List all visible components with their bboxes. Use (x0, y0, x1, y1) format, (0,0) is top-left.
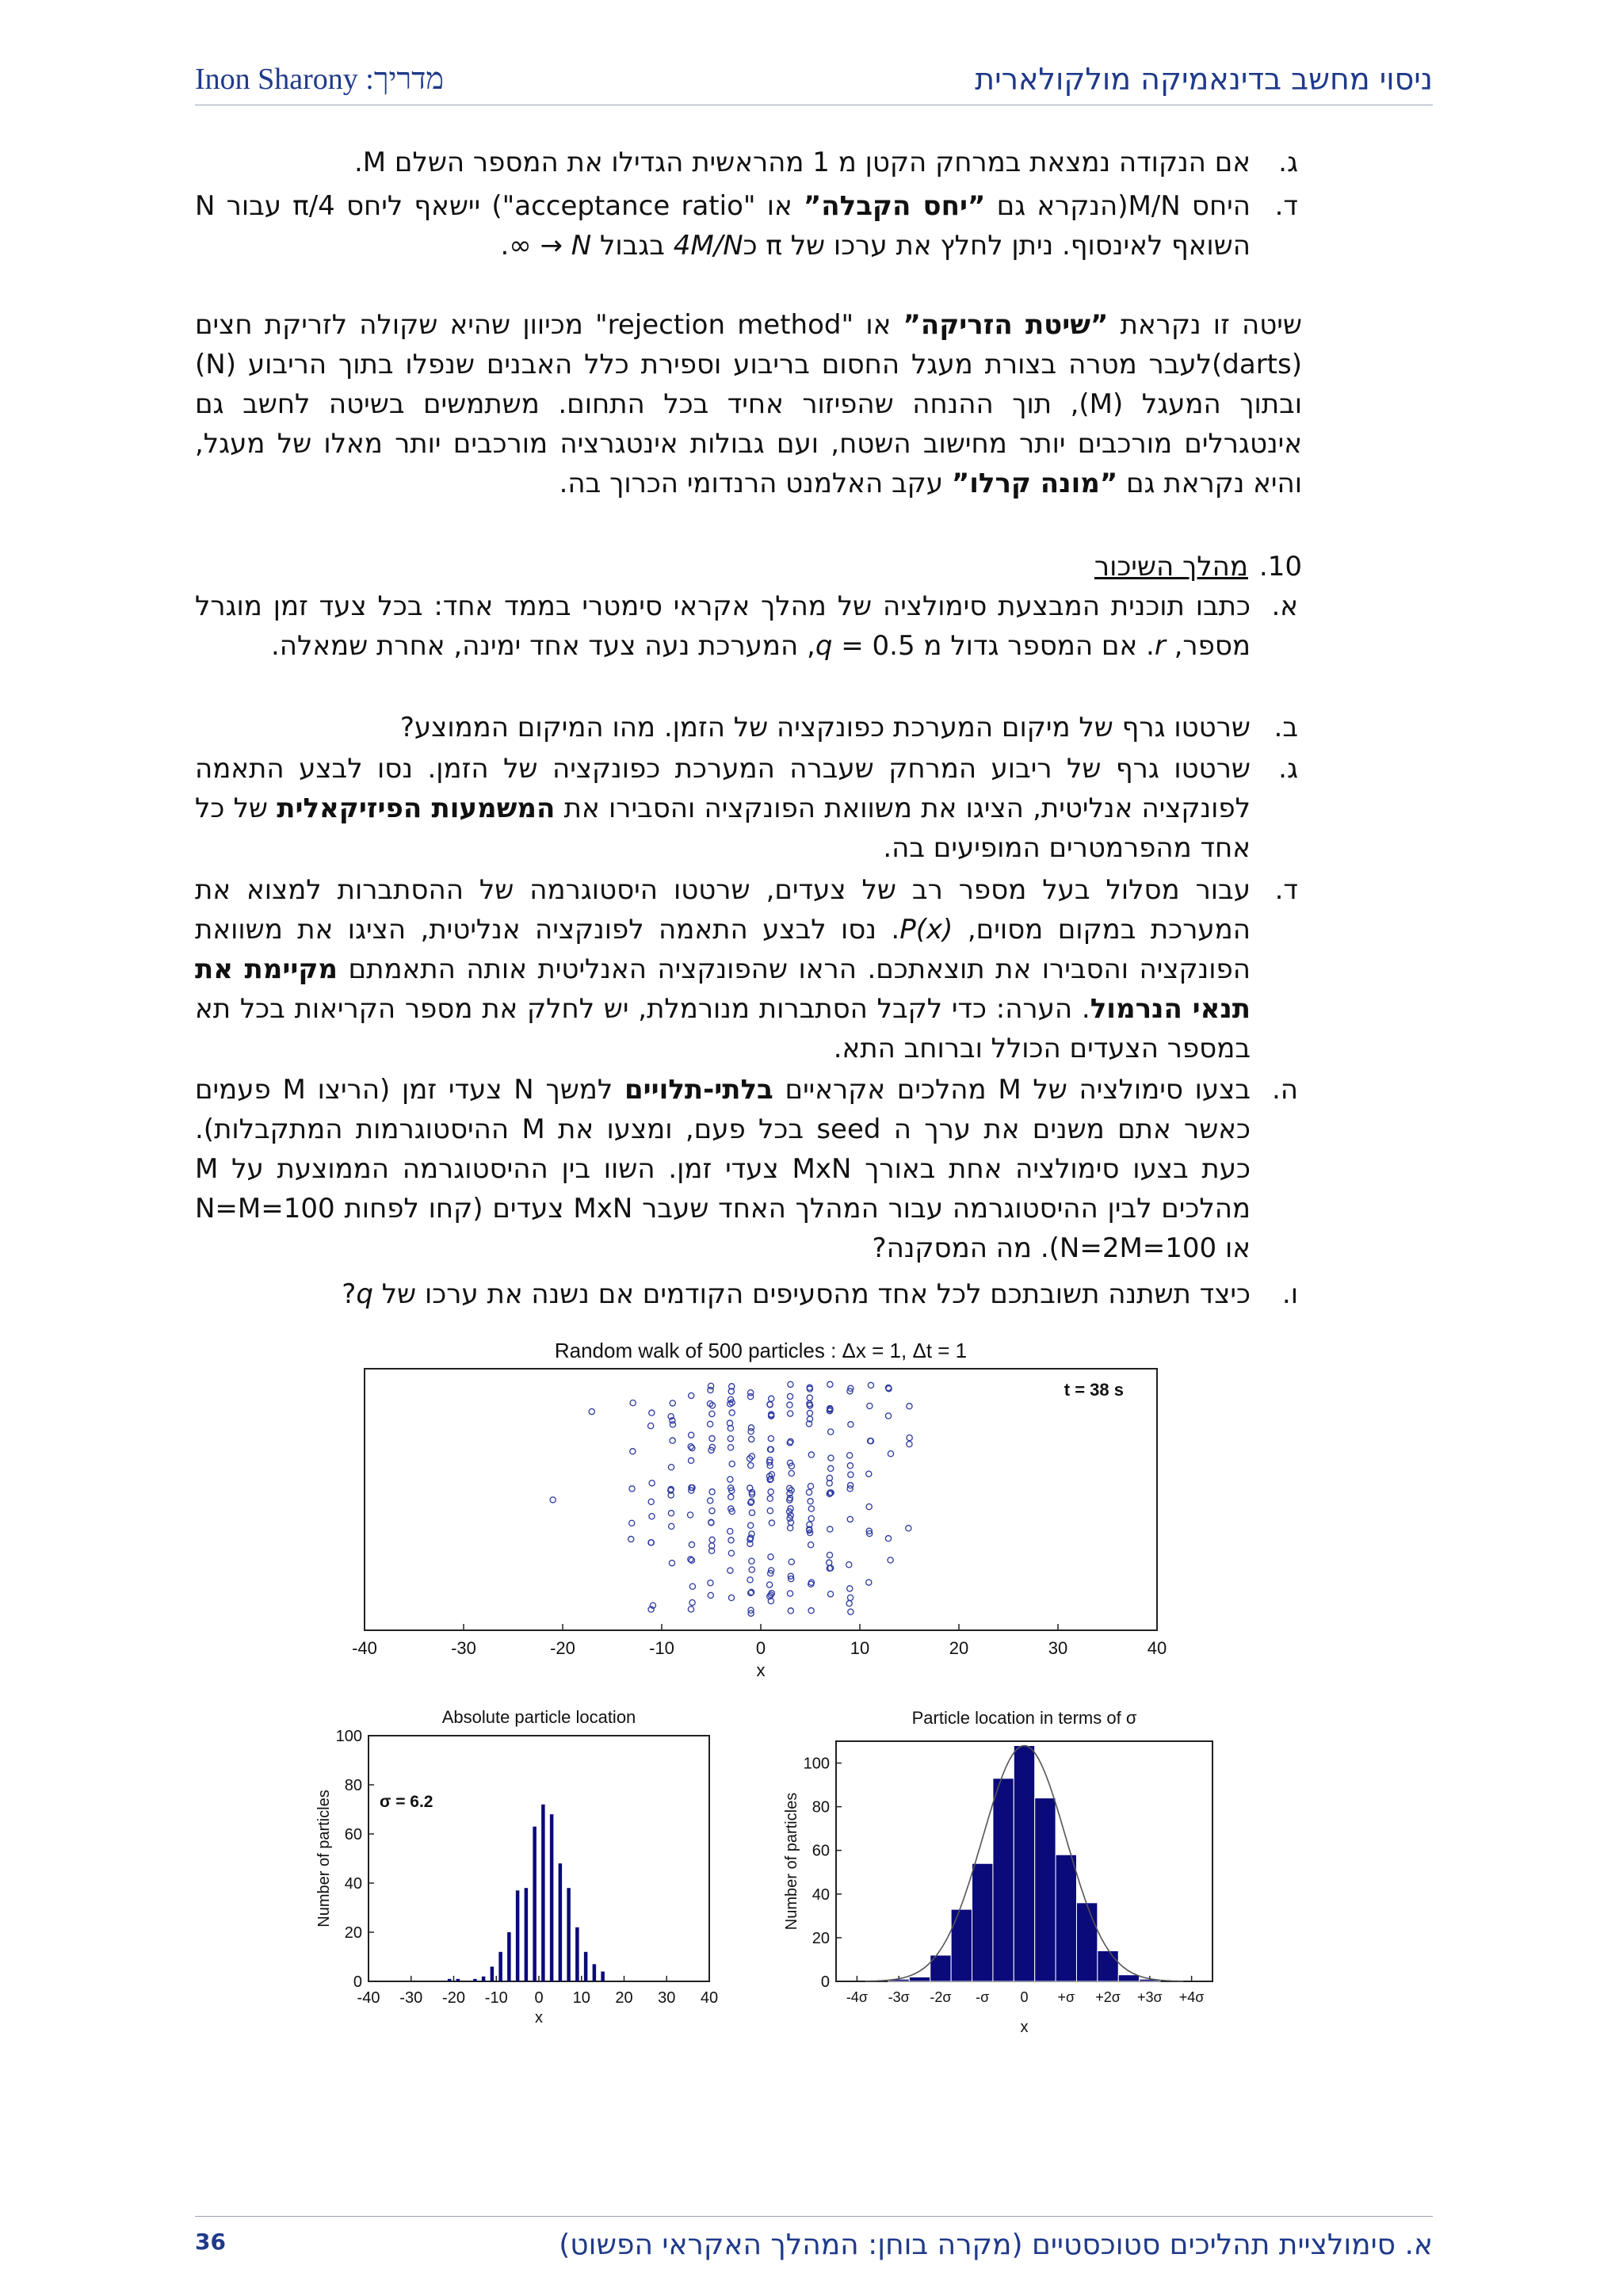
histogram-bar (507, 1932, 511, 1981)
x-tick-label: 40 (1147, 1638, 1167, 1658)
particle-point (648, 1540, 654, 1545)
x-tick-label: -σ (976, 1989, 990, 2005)
particle-point (767, 1463, 773, 1469)
x-tick-label: -30 (399, 1989, 423, 2007)
particle-point (867, 1403, 873, 1408)
particle-point (668, 1465, 674, 1470)
plot-frame (365, 1369, 1157, 1630)
particle-point (787, 1393, 792, 1399)
header-course-title: ניסוי מחשב בדינאמיקה מולקולארית (975, 62, 1433, 97)
y-tick-label: 80 (344, 1777, 362, 1794)
x-tick-label: -3σ (888, 1989, 910, 2005)
section-title: מהלך השיכור (1094, 551, 1248, 583)
histogram-bar (456, 1979, 460, 1981)
particle-point (847, 1595, 853, 1600)
particle-point (828, 1455, 834, 1461)
page-number: 36 (195, 2229, 226, 2255)
particle-point (708, 1387, 713, 1392)
particle-point (670, 1438, 675, 1443)
particle-point (727, 1529, 733, 1534)
particle-point (749, 1510, 754, 1515)
particle-point (668, 1511, 674, 1516)
histogram-bar (516, 1890, 520, 1981)
particle-point (708, 1592, 713, 1598)
particle-point (629, 1520, 635, 1526)
particle-point (885, 1536, 891, 1541)
particle-point (550, 1497, 556, 1503)
x-tick-label: 20 (615, 1989, 633, 2007)
x-tick-label: -10 (484, 1989, 508, 2007)
particle-point (767, 1496, 773, 1501)
particle-point (789, 1470, 794, 1476)
item-text: אם הנקודה נמצאת במרחק הקטן מ 1 מהראשית הגדילו את המספר השלם M. (353, 147, 1251, 178)
particle-point (866, 1504, 872, 1510)
particle-point (727, 1445, 733, 1450)
histogram-bar (473, 1979, 477, 1981)
item-text: שרטטו גרף של ריבוע המרחק שעברה המערכת כפונקציה של הזמן. נסו לבצע התאמה לפונקציה אנליטית, הציגו את משוואת הפונקציה והסבירו את המשמעות הפיזיקאלית של כל אחד מהפרמטרים המופיעים בה. (195, 753, 1251, 864)
item-label: א. (1271, 590, 1298, 622)
particle-point (769, 1520, 774, 1526)
particle-point (788, 1525, 793, 1530)
x-tick-label: +3σ (1137, 1989, 1163, 2005)
particle-point (806, 1489, 812, 1495)
particle-point (629, 1486, 635, 1492)
particle-point (649, 1410, 655, 1415)
particle-point (848, 1483, 854, 1488)
particle-point (630, 1449, 636, 1454)
particle-point (787, 1591, 792, 1596)
particle-point (768, 1554, 773, 1560)
particle-point (670, 1400, 675, 1406)
particle-point (787, 1402, 792, 1408)
particle-point (888, 1557, 893, 1563)
particle-point (768, 1435, 773, 1441)
particle-point (788, 1519, 793, 1525)
particle-point (808, 1499, 813, 1504)
x-tick-label: 0 (534, 1989, 544, 2007)
particle-point (906, 1526, 911, 1531)
exercise-item-6 (195, 1274, 1298, 1314)
item-text: כיצד תשתנה תשובתכם לכל אחד מהסעיפים הקודמים אם נשנה את ערכו של q? (342, 1278, 1251, 1310)
y-tick-label: 0 (353, 1973, 362, 1991)
item-text: כתבו תוכנית המבצעת סימולציה של מהלך אקראי סימטרי בממד אחד: בכל צעד זמן מוגרל מספר, r. אם המספר גדול מ q = 0.5, המערכת נעה צעד אחד ימינה, אחרת שמאלה. (195, 590, 1251, 662)
particle-point (827, 1552, 832, 1557)
particle-point (827, 1560, 832, 1565)
item-label: ב. (1274, 712, 1298, 743)
histogram-bar (1014, 1746, 1034, 1981)
histogram-bar (972, 1863, 993, 1981)
particle-point (848, 1472, 854, 1477)
histogram-bar (601, 1972, 605, 1981)
particle-point (728, 1538, 734, 1543)
chart-title: Random walk of 500 particles : Δx = 1, Δt = 1 (554, 1339, 968, 1362)
particle-point (747, 1577, 753, 1583)
x-tick-label: 0 (1020, 1989, 1029, 2005)
particle-point (689, 1432, 694, 1438)
particle-point (669, 1523, 674, 1529)
x-tick-label: -20 (442, 1989, 465, 2007)
histogram-bar (1035, 1798, 1056, 1981)
item-label: ג. (1278, 147, 1298, 178)
particle-point (847, 1463, 853, 1469)
particle-point (630, 1400, 636, 1406)
x-tick-label: 10 (850, 1638, 870, 1658)
histogram-bar (550, 1814, 554, 1981)
y-tick-label: 100 (803, 1755, 830, 1773)
histogram-bar (1056, 1855, 1076, 1981)
particle-point (848, 1422, 854, 1427)
particle-point (808, 1516, 814, 1522)
time-annotation: t = 38 s (1064, 1380, 1124, 1400)
particle-point (709, 1537, 715, 1542)
exercise-item-4 (195, 870, 1298, 1068)
particle-point (847, 1516, 853, 1522)
particle-point (748, 1390, 754, 1396)
particle-point (729, 1410, 735, 1415)
particle-point (749, 1558, 754, 1564)
histogram-bar (1076, 1903, 1097, 1981)
exercise-item-3 (195, 749, 1298, 868)
particle-point (728, 1494, 734, 1499)
exercise-item-5 (195, 1070, 1298, 1268)
x-tick-label: -10 (649, 1638, 674, 1658)
item-label: ד. (1274, 190, 1298, 222)
particle-point (728, 1550, 734, 1556)
particle-point (885, 1413, 891, 1419)
y-axis-label: Number of particles (315, 1790, 333, 1927)
particle-point (708, 1580, 713, 1586)
histogram-bar (482, 1977, 486, 1981)
particle-point (727, 1477, 733, 1482)
item-text: בצעו סימולציה של M מהלכים אקראיים בלתי-תלויים למשך N צעדי זמן (הריצו M פעמים כאשר אתם משנים את ערך ה seed בכל פעם, ומצעו את M ההיסטוגרמות המתקבלות). כעת בצעו סימולציה אחת באורך MxN צעדי זמן. השוו בין ההיסטוגרמה הממוצעת על M מהלכים לבין ההיסטוגרמה עבור המהלך האחד שעבר MxN צעדים (קחו לפחות N=M=100 או N=2M=100). מה המסקנה? (195, 1074, 1251, 1264)
particle-point (648, 1499, 654, 1504)
x-axis-label: x (1020, 2019, 1029, 2036)
y-tick-label: 40 (344, 1875, 362, 1893)
particle-point (767, 1508, 773, 1514)
particle-point (827, 1381, 833, 1387)
particle-point (808, 1452, 814, 1457)
x-tick-label: -40 (352, 1638, 377, 1658)
particle-point (648, 1423, 654, 1429)
item-text: היחס M/N(הנקרא גם ”יחס הקבלה” או "acceptance ratio") יישאף ליחס π/4 עבור N השואף לאינסוף. ניתן לחלץ את ערכו של π כ4M/N בגבול N → ∞. (195, 190, 1251, 262)
section-number: 10. (1258, 551, 1302, 583)
y-tick-label: 60 (812, 1842, 830, 1860)
y-tick-label: 40 (812, 1885, 830, 1904)
particle-point (709, 1411, 715, 1416)
particle-point (688, 1606, 693, 1612)
particle-point (708, 1498, 713, 1503)
particle-point (848, 1609, 854, 1614)
histogram-bar (593, 1964, 597, 1981)
plot-frame (369, 1736, 709, 1981)
particle-point (628, 1536, 634, 1541)
particle-point (649, 1480, 655, 1486)
histogram-bar (1098, 1950, 1118, 1981)
particle-point (828, 1429, 834, 1435)
particle-point (807, 1395, 812, 1400)
y-axis-label: Number of particles (783, 1792, 800, 1931)
particle-point (708, 1421, 713, 1427)
section-heading (1094, 547, 1302, 586)
x-tick-label: -40 (357, 1989, 380, 2007)
particle-point (828, 1465, 834, 1471)
particle-point (888, 1451, 893, 1457)
particle-point (808, 1542, 814, 1548)
particle-point (687, 1512, 693, 1518)
particle-point (649, 1514, 655, 1519)
y-tick-label: 20 (344, 1924, 362, 1942)
particle-point (749, 1436, 754, 1442)
particle-point (669, 1561, 674, 1566)
particle-point (767, 1402, 773, 1408)
item-label: ה. (1271, 1074, 1298, 1106)
x-axis-label: x (756, 1660, 766, 1680)
histogram-bar (993, 1778, 1014, 1981)
particle-point (727, 1568, 733, 1573)
particle-point (729, 1461, 735, 1467)
footer-chapter-title: א. סימולציית תהליכים סטוכסטיים (מקרה בוחן: המהלך האקראי הפשוט) (559, 2229, 1433, 2261)
particle-point (846, 1562, 852, 1568)
x-tick-label: -30 (451, 1638, 476, 1658)
x-tick-label: 10 (572, 1989, 590, 2007)
particle-point (709, 1489, 715, 1495)
particle-point (689, 1584, 695, 1589)
particle-point (788, 1381, 793, 1387)
y-tick-label: 100 (335, 1728, 362, 1745)
particle-point (727, 1436, 733, 1442)
x-tick-label: 40 (700, 1989, 719, 2007)
particle-point (907, 1435, 912, 1441)
histogram-bar (525, 1888, 529, 1981)
particle-point (728, 1595, 734, 1600)
particle-point (808, 1506, 814, 1511)
sigma-annotation: σ = 6.2 (380, 1793, 433, 1811)
particle-point (748, 1462, 754, 1468)
y-tick-label: 20 (812, 1929, 830, 1947)
histogram-bar (567, 1888, 571, 1981)
x-tick-label: 30 (1048, 1638, 1068, 1658)
x-tick-label: -20 (550, 1638, 575, 1658)
x-tick-label: 0 (755, 1638, 766, 1658)
exercise-item-1 (195, 586, 1298, 666)
particle-point (868, 1382, 873, 1388)
histogram-bar (575, 1927, 579, 1981)
top-item-1 (195, 143, 1298, 182)
particle-point (709, 1435, 715, 1441)
exercise-item-2 (195, 708, 1298, 747)
histogram-bar (541, 1805, 545, 1981)
chart-title: Absolute particle location (441, 1707, 636, 1727)
histogram-bar (498, 1952, 502, 1981)
particle-point (847, 1586, 853, 1591)
particle-point (748, 1425, 754, 1431)
particle-point (789, 1559, 794, 1564)
rejection-method-paragraph: שיטה זו נקראת ”שיטת הזריקה” או "rejection method" מכיוון שהיא שקולה לזריקת חצים (darts)לעבר מטרה בצורת מעגל החסום בריבוע וספירת כלל האבנים שנפלו בתוך הריבוע (N) ובתוך המעגל (M), תוך ההנחה שהפיזור אחיד בכל התחום. משתמשים בשיטה לחשב גם אינטגרלים מורכבים יותר מחישוב השטח, ועם גבולות אינטגרציה מורכבים יותר מאלו של מעגל, והיא נקראת גם ”מונה קרלו” עקב האלמנט הרנדומי הכרוך בה. (195, 309, 1302, 499)
particle-point (709, 1508, 715, 1514)
particle-point (907, 1404, 912, 1409)
x-tick-label: 20 (949, 1638, 969, 1658)
particle-point (766, 1582, 772, 1587)
particle-point (749, 1531, 754, 1537)
x-tick-label: 30 (658, 1989, 676, 2007)
particle-point (688, 1457, 693, 1463)
particle-point (689, 1599, 695, 1605)
particle-point (748, 1522, 754, 1528)
chart-title: Particle location in terms of σ (911, 1708, 1137, 1728)
y-tick-label: 0 (820, 1973, 830, 1991)
y-tick-label: 60 (344, 1826, 362, 1843)
particle-point (827, 1591, 833, 1597)
particle-point (589, 1408, 594, 1414)
histogram-bar (584, 1952, 588, 1981)
x-axis-label: x (535, 2009, 543, 2027)
x-tick-label: +σ (1057, 1989, 1075, 2005)
item-label: ד. (1274, 874, 1298, 906)
particle-point (768, 1489, 773, 1495)
x-tick-label: -4σ (846, 1989, 868, 2005)
particle-point (846, 1601, 852, 1606)
histogram-bar (951, 1909, 972, 1981)
particle-point (749, 1567, 754, 1572)
item-label: ג. (1278, 753, 1298, 785)
histogram-bar (1118, 1975, 1139, 1981)
particle-point (907, 1442, 912, 1447)
histogram-bar (533, 1827, 537, 1981)
histogram-bar (559, 1863, 563, 1981)
x-tick-label: +2σ (1095, 1989, 1121, 2005)
particle-point (807, 1410, 812, 1415)
random-walk-figure (301, 1335, 1220, 2065)
particle-point (788, 1608, 793, 1614)
particle-point (808, 1608, 814, 1614)
particle-point (769, 1396, 774, 1401)
particle-point (827, 1526, 833, 1532)
figure-random-walk (301, 1335, 1220, 2068)
header-instructor: Inon Sharony :מדריך (195, 63, 444, 96)
item-text: שרטטו גרף של מיקום המערכת כפונקציה של הזמן. מהו המיקום הממוצע? (399, 712, 1251, 743)
particle-point (747, 1541, 753, 1546)
x-tick-label: -2σ (930, 1989, 952, 2005)
particle-point (788, 1411, 793, 1416)
top-item-2 (195, 186, 1298, 266)
item-label: ו. (1281, 1278, 1298, 1310)
particle-point (847, 1453, 853, 1458)
particle-point (689, 1445, 695, 1450)
particle-point (866, 1580, 872, 1585)
particle-point (808, 1484, 813, 1489)
item-text: עבור מסלול בעל מספר רב של צעדים, שרטטו היסטוגרמה של ההסתברות למצוא את המערכת במקום מסוים, P(x). נסו לבצע התאמה לפונקציה אנליטית, הציגו את משוואת הפונקציה והסבירו את תוצאתכם. הראו שהפונקציה האנליטית אותה התאמתם מקיימת את תנאי הנרמול. הערה: כדי לקבל הסתברות מנורמלת, יש לחלק את מספר הקריאות בכל תא במספר הצעדים הכולל וברוחב התא. (195, 874, 1251, 1064)
particle-point (689, 1392, 694, 1398)
particle-point (866, 1471, 872, 1477)
y-tick-label: 80 (812, 1798, 830, 1817)
histogram-bar (448, 1979, 452, 1981)
x-tick-label: +4σ (1178, 1989, 1205, 2005)
footer-divider (195, 2216, 1433, 2217)
particle-point (689, 1541, 694, 1547)
histogram-bar (909, 1977, 930, 1981)
histogram-bar (491, 1966, 495, 1981)
